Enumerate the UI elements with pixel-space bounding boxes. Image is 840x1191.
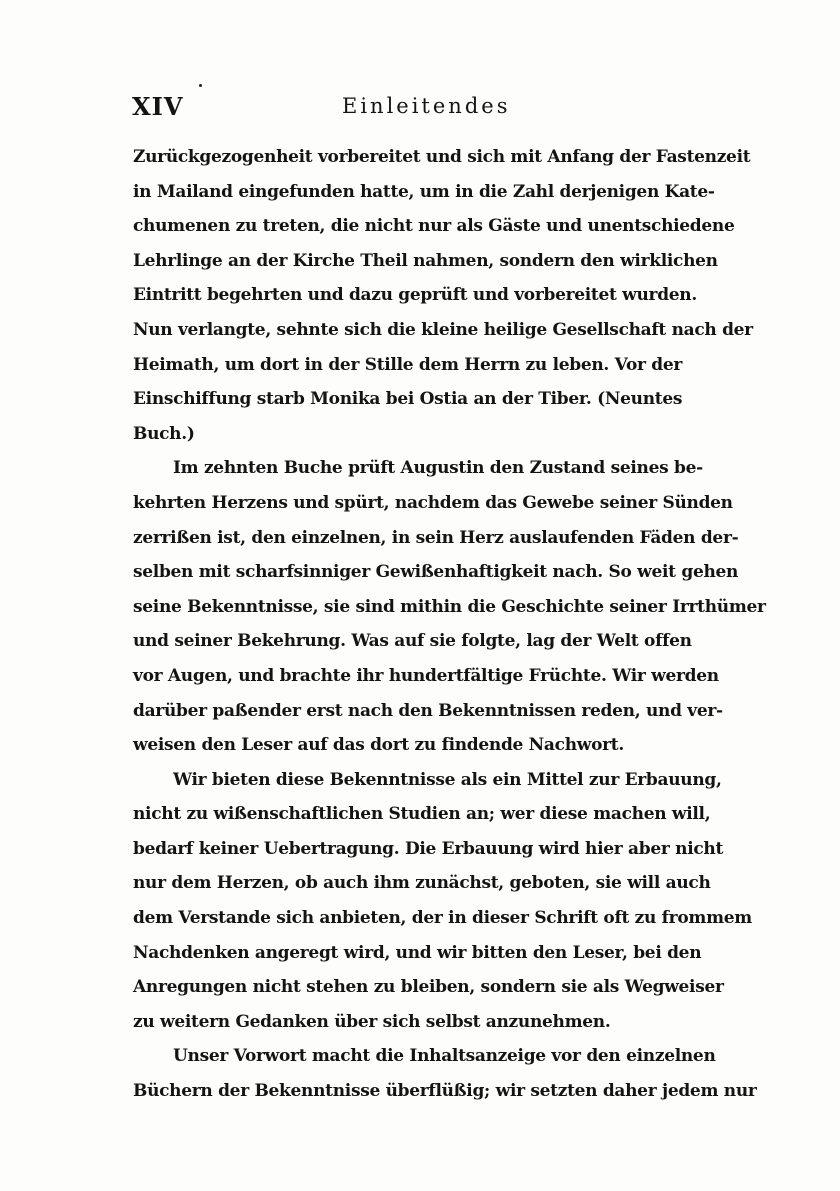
text-line: in Mailand eingefunden hatte, um in die Zahl derjenigen Kate- [133,181,715,202]
body-text [133,140,766,1109]
page-number: XIV [132,92,184,121]
text-line: Nun verlangte, sehnte sich die kleine heilige Gesellschaft nach der [133,319,753,340]
paragraph [133,140,753,451]
print-speck [199,84,202,87]
text-line: seine Bekenntnisse, sie sind mithin die Geschichte seiner Irrthümer [133,596,766,617]
running-head: Einleitendes [342,94,511,118]
text-line: zerrißen ist, den einzelnen, in sein Herz auslaufenden Fäden der- [133,527,739,548]
text-line: selben mit scharfsinniger Gewißenhaftigkeit nach. So weit gehen [133,562,739,583]
text-line: Im zehnten Buche prüft Augustin den Zustand seines be- [173,458,703,479]
text-line: Büchern der Bekenntnisse überflüßig; wir setzten daher jedem nur [133,1081,757,1102]
text-line: Zurückgezogenheit vorbereitet und sich mit Anfang der Fastenzeit [133,147,751,167]
text-line: Einschiffung starb Monika bei Ostia an der Tiber. (Neuntes [133,389,683,410]
text-line: Eintritt begehrten und dazu geprüft und vorbereitet wurden. [133,285,697,306]
text-line: weisen den Leser auf das dort zu findende Nachwort. [133,735,624,756]
text-line: Nachdenken angeregt wird, und wir bitten den Leser, bei den [133,942,702,963]
text-line: Unser Vorwort macht die Inhaltsanzeige vor den einzelnen [173,1046,716,1067]
text-line: Buch.) [133,423,195,444]
page-header [132,92,680,126]
text-line: Heimath, um dort in der Stille dem Herrn zu leben. Vor der [133,354,683,375]
text-line: vor Augen, und brachte ihr hundertfältige Früchte. Wir werden [133,665,719,686]
text-line: kehrten Herzens und spürt, nachdem das Gewebe seiner Sünden [133,492,733,513]
paragraph [133,763,752,1040]
text-line: und seiner Bekehrung. Was auf sie folgte, lag der Welt offen [133,631,692,652]
text-line: dem Verstande sich anbieten, der in dieser Schrift oft zu frommem [133,908,752,929]
text-line: Lehrlinge an der Kirche Theil nahmen, sondern den wirklichen [133,250,718,271]
text-line: Wir bieten diese Bekenntnisse als ein Mittel zur Erbauung, [173,769,722,790]
paragraph [133,1039,757,1108]
paragraph [133,451,766,762]
text-line: nur dem Herzen, ob auch ihm zunächst, geboten, sie will auch [133,873,711,894]
text-line: nicht zu wißenschaftlichen Studien an; wer diese machen will, [133,804,711,825]
text-line: darüber paßender erst nach den Bekenntnissen reden, und ver- [133,700,723,721]
text-line: Anregungen nicht stehen zu bleiben, sondern sie als Wegweiser [133,977,724,998]
text-line: chumenen zu treten, die nicht nur als Gäste und unentschiedene [133,216,735,237]
text-line: zu weitern Gedanken über sich selbst anzunehmen. [133,1011,611,1032]
text-line: bedarf keiner Uebertragung. Die Erbauung wird hier aber nicht [133,838,724,859]
